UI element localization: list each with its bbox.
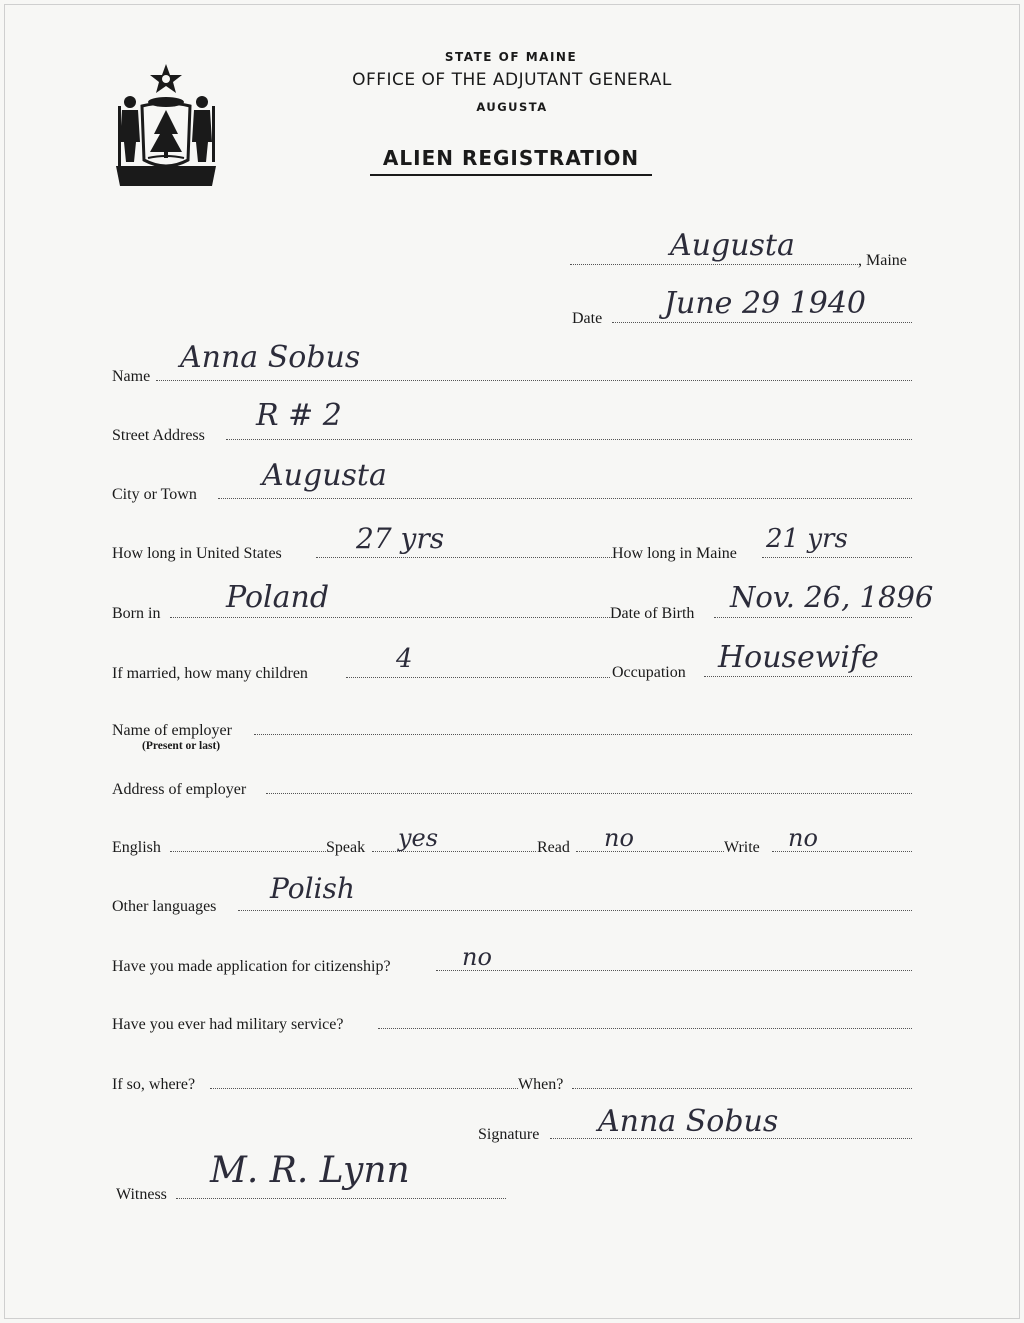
write-value: no [788, 824, 818, 852]
where-label: If so, where? [112, 1076, 196, 1093]
signature-value: Anna Sobus [598, 1104, 779, 1139]
date-label: Date [572, 310, 603, 327]
born-in-label: Born in [112, 605, 161, 622]
street-address-value: R # 2 [256, 398, 342, 433]
city-or-town-label: City or Town [112, 486, 197, 503]
date-of-birth-line [714, 617, 912, 618]
military-line [378, 1028, 912, 1029]
street-address-label: Street Address [112, 427, 205, 444]
children-line [346, 677, 610, 678]
name-label: Name [112, 368, 151, 385]
employer-note-label: (Present or last) [142, 740, 221, 752]
read-value: no [604, 824, 634, 852]
city-or-town-value: Augusta [262, 458, 387, 493]
name-value: Anna Sobus [180, 340, 361, 375]
form-title: ALIEN REGISTRATION [370, 146, 652, 176]
signature-label: Signature [478, 1126, 540, 1143]
read-line [576, 851, 724, 852]
speak-value: yes [398, 824, 439, 852]
other-languages-value: Polish [270, 872, 355, 905]
street-address-line [226, 439, 912, 440]
witness-label: Witness [116, 1186, 167, 1203]
citizenship-line [436, 970, 912, 971]
when-label: When? [518, 1076, 564, 1093]
read-label: Read [537, 839, 570, 856]
date-line [612, 322, 912, 323]
employer-address-label: Address of employer [112, 781, 247, 798]
employer-address-line [266, 793, 912, 794]
how-long-us-line [316, 557, 612, 558]
how-long-maine-value: 21 yrs [766, 524, 848, 554]
born-in-value: Poland [226, 580, 330, 615]
other-languages-label: Other languages [112, 898, 217, 915]
date-of-birth-value: Nov. 26, 1896 [730, 580, 934, 614]
other-languages-line [238, 910, 912, 911]
employer-name-line [254, 734, 912, 735]
date-of-birth-label: Date of Birth [610, 605, 695, 622]
occupation-line [704, 676, 912, 677]
name-line [156, 380, 912, 381]
date-value: June 29 1940 [664, 286, 867, 321]
city-heading: AUGUSTA [476, 100, 548, 114]
witness-line [176, 1198, 506, 1199]
state-heading: STATE OF MAINE [444, 50, 578, 64]
city-or-town-line [218, 498, 912, 499]
write-label: Write [724, 839, 760, 856]
military-label: Have you ever had military service? [112, 1016, 344, 1033]
speak-line [372, 851, 536, 852]
children-value: 4 [396, 644, 413, 674]
born-in-line [170, 617, 610, 618]
how-long-maine-label: How long in Maine [612, 545, 737, 562]
english-line [170, 851, 326, 852]
where-line [210, 1088, 518, 1089]
witness-value: M. R. Lynn [210, 1150, 410, 1191]
occupation-value: Housewife [718, 640, 879, 675]
when-line [572, 1088, 912, 1089]
children-label: If married, how many children [112, 665, 308, 682]
citizenship-label: Have you made application for citizenship? [112, 958, 391, 975]
citizenship-value: no [462, 943, 492, 971]
place-value: Augusta [670, 228, 795, 263]
how-long-us-label: How long in United States [112, 545, 282, 562]
english-label: English [112, 839, 161, 856]
office-heading: OFFICE OF THE ADJUTANT GENERAL [352, 70, 672, 90]
how-long-maine-line [762, 557, 912, 558]
employer-name-label: Name of employer [112, 722, 232, 739]
how-long-us-value: 27 yrs [356, 522, 445, 555]
place-line [570, 264, 860, 265]
occupation-label: Occupation [612, 664, 686, 681]
speak-label: Speak [326, 839, 366, 856]
maine-suffix-label: , Maine [858, 252, 907, 269]
